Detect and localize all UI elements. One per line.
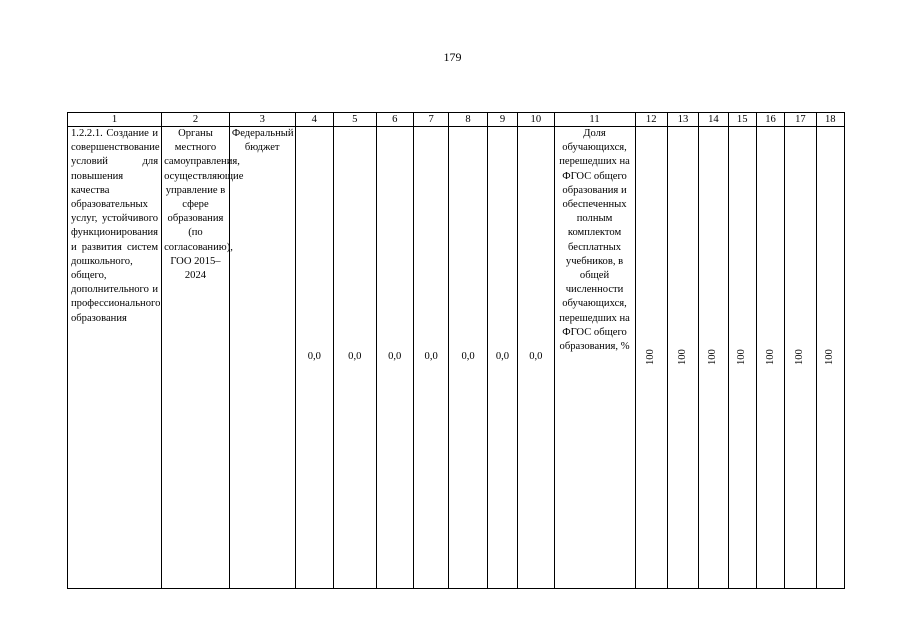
budget-table <box>67 112 845 589</box>
header-cell: 4 <box>295 113 333 127</box>
indicator-value-18: 100 <box>816 127 844 589</box>
header-cell: 1 <box>68 113 162 127</box>
indicator-cell: Доля обучающихся, перешедших на ФГОС общего образования и обеспеченных полным комплектом бесплатных учебников, в общей численности обучающихся, перешедших на ФГОС общего образования, % <box>554 127 635 589</box>
indicator-value-13: 100 <box>667 127 698 589</box>
value-cell-6: 0,0 <box>376 127 413 589</box>
header-cell: 11 <box>554 113 635 127</box>
header-cell: 2 <box>162 113 230 127</box>
header-cell: 10 <box>518 113 554 127</box>
value-cell-7: 0,0 <box>413 127 448 589</box>
indicator-value-17: 100 <box>785 127 816 589</box>
value-cell-5: 0,0 <box>334 127 376 589</box>
funding-source-cell: Федеральный бюджет <box>229 127 295 589</box>
value-cell-4: 0,0 <box>295 127 333 589</box>
header-cell: 6 <box>376 113 413 127</box>
header-cell: 9 <box>487 113 517 127</box>
header-cell: 14 <box>699 113 728 127</box>
indicator-value-14: 100 <box>699 127 728 589</box>
header-cell: 13 <box>667 113 698 127</box>
indicator-value-15: 100 <box>728 127 756 589</box>
indicator-value-12: 100 <box>635 127 667 589</box>
header-cell: 8 <box>449 113 487 127</box>
table-header-row <box>68 113 845 127</box>
executor-cell: Органы местного самоуправления, осуществляющие управление в сфере образования (по согласованию), ГОО 2015–2024 <box>162 127 230 589</box>
value-cell-10: 0,0 <box>518 127 554 589</box>
header-cell: 18 <box>816 113 844 127</box>
header-cell: 15 <box>728 113 756 127</box>
value-cell-8: 0,0 <box>449 127 487 589</box>
header-cell: 5 <box>334 113 376 127</box>
table-row <box>68 127 845 589</box>
value-cell-9: 0,0 <box>487 127 517 589</box>
header-cell: 12 <box>635 113 667 127</box>
measure-name-cell: 1.2.2.1. Создание и совершенствование условий для повышения качества образовательных услуг, устойчивого функционирования и развития систем дошкольного, общего, дополнительного и профессионального образования <box>68 127 162 589</box>
header-cell: 7 <box>413 113 448 127</box>
page-number: 179 <box>443 50 462 64</box>
indicator-value-16: 100 <box>756 127 784 589</box>
header-cell: 17 <box>785 113 816 127</box>
header-cell: 16 <box>756 113 784 127</box>
header-cell: 3 <box>229 113 295 127</box>
